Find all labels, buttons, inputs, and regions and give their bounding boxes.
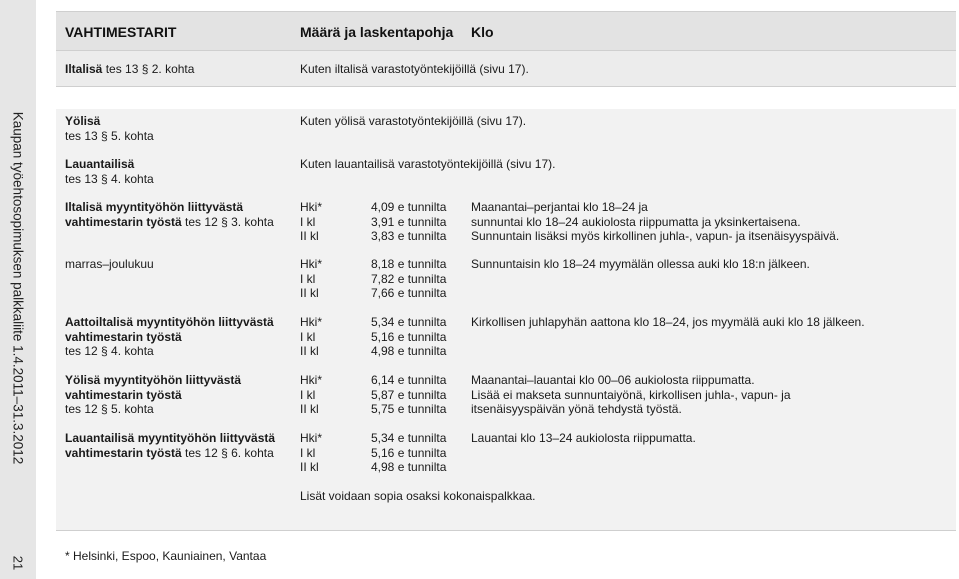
row-label: Iltalisä myyntityöhön liittyvästä vahtimestarin työstä tes 12 § 3. kohta bbox=[65, 200, 274, 229]
row-value: Kuten iltalisä varastotyöntekijöillä (sivu 17). bbox=[300, 62, 529, 76]
rate-list: Hki* 4,09 e tunnilta I kl 3,91 e tunnilta II kl 3,83 e tunnilta bbox=[300, 200, 447, 243]
footnote: * Helsinki, Espoo, Kauniainen, Vantaa bbox=[65, 549, 267, 563]
header-vahtimestarit: VAHTIMESTARIT bbox=[65, 24, 177, 40]
time-notes: Lauantai klo 13–24 aukiolosta riippumatta. bbox=[471, 431, 696, 445]
rate-list: Hki* 5,34 e tunnilta I kl 5,16 e tunnilta II kl 4,98 e tunnilta bbox=[300, 315, 447, 358]
sidebar bbox=[0, 0, 36, 579]
time-notes: Maanantai–perjantai klo 18–24 ja sunnuntai klo 18–24 aukiolosta riippumatta ja yksinkertaisena. Sunnuntain lisäksi myös kirkollinen juhla-, vapun- ja itsenäisyyspäivä. bbox=[471, 200, 840, 243]
row-label: Iltalisä tes 13 § 2. kohta bbox=[65, 62, 195, 76]
table-header bbox=[56, 11, 956, 51]
row-label: Yölisä myyntityöhön liittyvästä vahtimestarin työstä tes 12 § 5. kohta bbox=[65, 373, 242, 416]
document-title: Kaupan työehtosopimuksen palkkaliite 1.4.2011–31.3.2012 bbox=[10, 111, 26, 465]
table-body bbox=[56, 109, 956, 531]
allowance-table bbox=[56, 11, 956, 531]
row-label: marras–joulukuu bbox=[65, 257, 154, 271]
row-label: Lauantailisä myyntityöhön liittyvästä vahtimestarin työstä tes 12 § 6. kohta bbox=[65, 431, 276, 460]
rate-list: Hki* 5,34 e tunnilta I kl 5,16 e tunnilta II kl 4,98 e tunnilta bbox=[300, 431, 447, 474]
header-maara: Määrä ja laskentapohja bbox=[300, 24, 454, 40]
page-number: 21 bbox=[10, 555, 26, 571]
time-notes: Sunnuntaisin klo 18–24 myymälän ollessa auki klo 18:n jälkeen. bbox=[471, 257, 810, 271]
row-value: Kuten lauantailisä varastotyöntekijöillä (sivu 17). bbox=[300, 157, 556, 171]
row-value: Lisät voidaan sopia osaksi kokonaispalkkaa. bbox=[300, 489, 536, 503]
spacer bbox=[56, 87, 956, 109]
row-label: Yölisä tes 13 § 5. kohta bbox=[65, 114, 154, 143]
header-klo: Klo bbox=[471, 24, 494, 40]
time-notes: Maanantai–lauantai klo 00–06 aukiolosta riippumatta. Lisää ei makseta sunnuntaiyönä, kirkollisen juhla-, vapun- ja itsenäisyyspäivän yönä tehdystä työstä. bbox=[471, 373, 791, 416]
row-label: Aattoiltalisä myyntityöhön liittyvästä vahtimestarin työstä tes 12 § 4. kohta bbox=[65, 315, 274, 358]
table-row-iltalisa bbox=[56, 51, 956, 87]
rate-list: Hki* 6,14 e tunnilta I kl 5,87 e tunnilta II kl 5,75 e tunnilta bbox=[300, 373, 447, 416]
row-label: Lauantailisä tes 13 § 4. kohta bbox=[65, 157, 154, 186]
time-notes: Kirkollisen juhlapyhän aattona klo 18–24, jos myymälä auki klo 18 jälkeen. bbox=[471, 315, 865, 329]
row-value: Kuten yölisä varastotyöntekijöillä (sivu 17). bbox=[300, 114, 527, 128]
rate-list: Hki* 8,18 e tunnilta I kl 7,82 e tunnilta II kl 7,66 e tunnilta bbox=[300, 257, 447, 300]
